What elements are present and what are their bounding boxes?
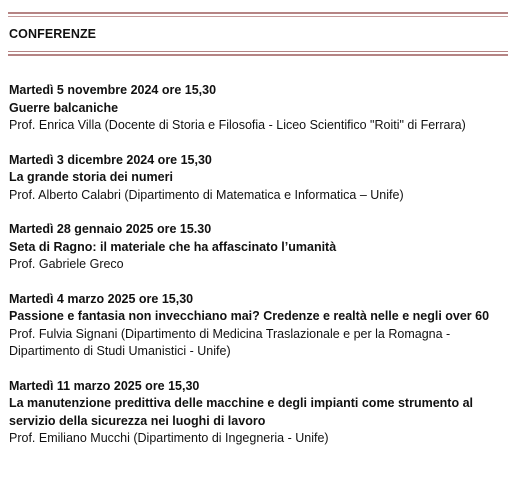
- event-speaker: Prof. Gabriele Greco: [9, 257, 124, 271]
- header-rule: [8, 54, 508, 56]
- event-title: Seta di Ragno: il materiale che ha affascinato l’umanità: [9, 239, 337, 254]
- event-item: [9, 152, 508, 205]
- event-item: [9, 291, 508, 361]
- event-title: Passione e fantasia non invecchiano mai? Credenze e realtà nelle e negli over 60: [9, 309, 490, 323]
- event-speaker: Prof. Fulvia Signani (Dipartimento di Medicina Traslazionale e per la Romagna - Dipartimento di Studi Umanistici - Unife): [9, 326, 451, 358]
- event-speaker: Prof. Emiliano Mucchi (Dipartimento di Ingegneria - Unife): [9, 431, 329, 445]
- event-date: Martedì 3 dicembre 2024 ore 15,30: [9, 152, 212, 167]
- section-title: CONFERENZE: [9, 27, 97, 41]
- event-date: Martedì 5 novembre 2024 ore 15,30: [9, 83, 217, 97]
- top-rule: [8, 12, 508, 14]
- header-rule-thin: [8, 51, 508, 52]
- document-page: [8, 12, 508, 465]
- event-list: [8, 82, 508, 448]
- event-date: Martedì 28 gennaio 2025 ore 15.30: [9, 222, 212, 236]
- event-title: Guerre balcaniche: [9, 100, 119, 115]
- event-title: La grande storia dei numeri: [9, 170, 173, 184]
- event-item: [9, 221, 508, 274]
- event-speaker: Prof. Enrica Villa (Docente di Storia e Filosofia - Liceo Scientifico "Roiti" di Ferrara): [9, 118, 466, 132]
- event-date: Martedì 4 marzo 2025 ore 15,30: [9, 291, 194, 306]
- event-item: [9, 378, 508, 448]
- event-speaker: Prof. Alberto Calabri (Dipartimento di Matematica e Informatica – Unife): [9, 187, 404, 202]
- event-date: Martedì 11 marzo 2025 ore 15,30: [9, 378, 200, 393]
- event-item: [9, 82, 508, 135]
- event-title: La manutenzione predittiva delle macchine e degli impianti come strumento al servizio della sicurezza nei luoghi di lavoro: [9, 396, 473, 428]
